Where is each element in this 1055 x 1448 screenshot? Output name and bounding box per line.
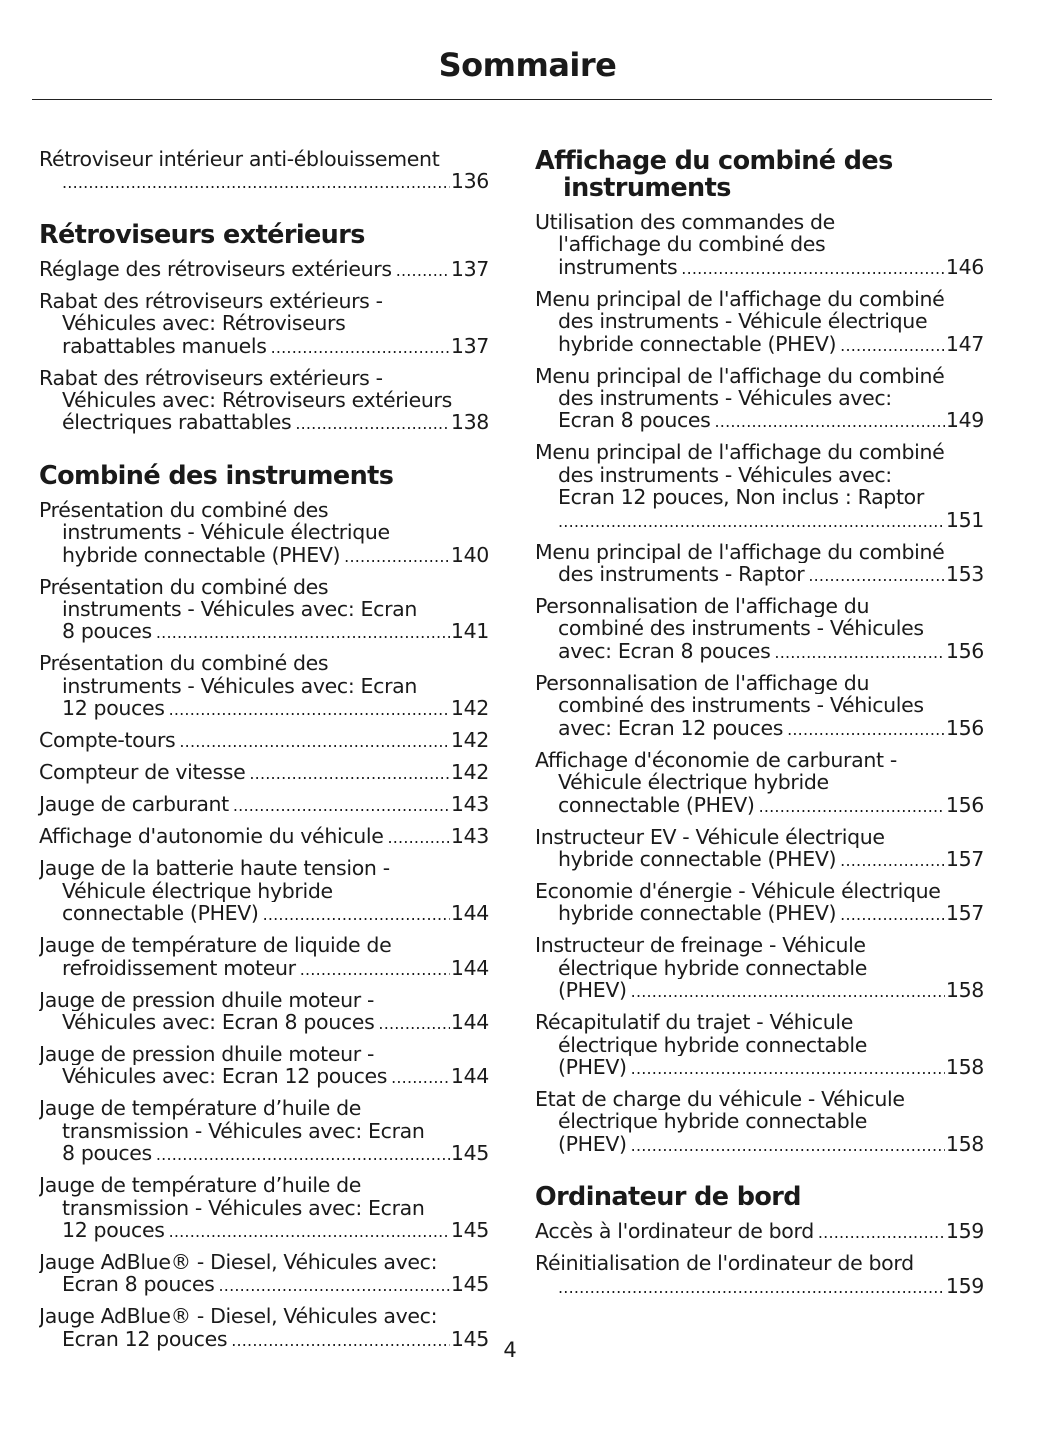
page-title: Sommaire bbox=[438, 46, 617, 84]
toc-entry-text: Rabat des rétroviseurs extérieurs - bbox=[39, 289, 383, 313]
toc-entry-text: Jauge de température d’huile de bbox=[39, 1174, 362, 1197]
section-heading-line: Affichage du combiné des bbox=[535, 146, 893, 176]
dot-leader bbox=[156, 622, 450, 644]
toc-entry[interactable] bbox=[39, 652, 489, 721]
toc-entry-text: Jauge de carburant bbox=[39, 792, 229, 817]
toc-entry-leader-line bbox=[39, 544, 489, 568]
toc-entry-text: instruments - Véhicules avec: Ecran bbox=[62, 598, 418, 621]
toc-entry-leader-line bbox=[535, 1133, 984, 1157]
toc-page-number[interactable]: 145 bbox=[450, 1141, 489, 1166]
toc-entry[interactable] bbox=[39, 1043, 489, 1090]
toc-entry-text: des instruments - Véhicules avec: bbox=[558, 387, 892, 410]
toc-entry[interactable] bbox=[535, 934, 984, 1003]
toc-section bbox=[39, 219, 489, 436]
toc-entry-leader-line bbox=[39, 170, 489, 194]
dot-leader bbox=[295, 413, 450, 435]
toc-page-number[interactable]: 157 bbox=[945, 901, 984, 926]
toc-entry[interactable] bbox=[39, 729, 489, 753]
toc-entry-leader-line bbox=[535, 409, 984, 433]
toc-entry-text: transmission - Véhicules avec: Ecran bbox=[62, 1196, 425, 1219]
toc-entry-text: Véhicules avec: Ecran 8 pouces bbox=[62, 1009, 375, 1034]
toc-entry-text: instruments - Véhicules avec: Ecran bbox=[62, 674, 418, 698]
toc-section bbox=[535, 1184, 984, 1299]
dot-leader bbox=[808, 565, 945, 587]
toc-entry-text: Présentation du combiné des bbox=[39, 498, 329, 522]
dot-leader bbox=[631, 1058, 945, 1080]
toc-entry[interactable] bbox=[535, 1011, 984, 1080]
toc-entry-text: Ecran 8 pouces bbox=[558, 408, 711, 433]
toc-entry-leader-line bbox=[39, 620, 489, 644]
toc-entry-text: Menu principal de l'affichage du combiné bbox=[535, 540, 945, 564]
toc-page-number[interactable]: 137 bbox=[450, 333, 489, 358]
toc-entry-text: transmission - Véhicules avec: Ecran bbox=[62, 1119, 425, 1143]
toc-entry[interactable] bbox=[535, 1088, 984, 1157]
dot-leader bbox=[840, 850, 945, 872]
toc-entry-text: Véhicule électrique hybride bbox=[558, 771, 829, 794]
toc-entry[interactable] bbox=[39, 1251, 489, 1298]
dot-leader bbox=[818, 1222, 945, 1244]
toc-entry-text: des instruments - Véhicules avec: bbox=[558, 463, 892, 487]
dot-leader bbox=[344, 546, 450, 568]
dot-leader bbox=[681, 258, 945, 280]
toc-entry-text: connectable (PHEV) bbox=[62, 901, 259, 926]
toc-entry-leader-line bbox=[39, 335, 489, 359]
toc-entry-text: Jauge de pression dhuile moteur - bbox=[39, 988, 375, 1011]
toc-entry-text: avec: Ecran 8 pouces bbox=[558, 638, 771, 663]
toc-entry-text: hybride connectable (PHEV) bbox=[558, 846, 837, 871]
toc-entry-leader-line bbox=[39, 1142, 489, 1166]
toc-entry-text: Utilisation des commandes de bbox=[535, 211, 835, 234]
toc-entry-text: (PHEV) bbox=[558, 978, 627, 1003]
toc-entry-text: des instruments - Raptor bbox=[558, 562, 805, 587]
toc-entry-text: Jauge de température de liquide de bbox=[39, 934, 392, 957]
toc-entry-text: Ecran 8 pouces bbox=[62, 1272, 215, 1297]
toc-entry-text: 12 pouces bbox=[62, 696, 165, 721]
dot-leader bbox=[387, 827, 449, 849]
title-divider bbox=[32, 99, 992, 100]
toc-entry-leader-line bbox=[39, 957, 489, 981]
toc-entry-text: Véhicules avec: Rétroviseurs bbox=[62, 312, 346, 335]
toc-entry[interactable] bbox=[39, 290, 489, 359]
toc-entry-text: Instructeur EV - Véhicule électrique bbox=[535, 825, 885, 848]
toc-page-number[interactable]: 146 bbox=[945, 254, 984, 279]
toc-entry[interactable] bbox=[39, 793, 489, 817]
section-heading bbox=[39, 460, 489, 491]
toc-entry-text: Véhicules avec: Ecran 12 pouces bbox=[62, 1064, 388, 1089]
dot-leader bbox=[715, 411, 945, 433]
toc-right-column bbox=[535, 148, 984, 1307]
toc-page-number[interactable]: 140 bbox=[450, 542, 489, 567]
toc-entry-leader-line bbox=[39, 1273, 489, 1297]
toc-entry-text: Récapitulatif du trajet - Véhicule bbox=[535, 1011, 853, 1034]
toc-entry-text: Réglage des rétroviseurs extérieurs bbox=[39, 256, 392, 281]
toc-entry-leader-line bbox=[535, 509, 984, 533]
dot-leader bbox=[787, 719, 945, 741]
toc-entry-text: refroidissement moteur bbox=[62, 955, 296, 980]
dot-leader bbox=[169, 1221, 450, 1243]
toc-entry[interactable] bbox=[535, 211, 984, 280]
toc-entry[interactable] bbox=[39, 258, 489, 282]
toc-entry-text: combiné des instruments - Véhicules bbox=[558, 694, 924, 717]
dot-leader bbox=[271, 337, 450, 359]
toc-entry-text: rabattables manuels bbox=[62, 333, 267, 358]
toc-entry[interactable] bbox=[39, 367, 489, 436]
toc-entry-leader-line bbox=[39, 761, 489, 785]
toc-entry-leader-line bbox=[535, 1220, 984, 1244]
toc-entry[interactable] bbox=[535, 1252, 984, 1299]
toc-entry[interactable] bbox=[535, 541, 984, 588]
toc-entry-leader-line bbox=[39, 411, 489, 435]
toc-entry-text: Présentation du combiné des bbox=[39, 652, 329, 675]
toc-entry-leader-line bbox=[39, 1011, 489, 1035]
toc-entry-text: Accès à l'ordinateur de bord bbox=[535, 1219, 814, 1244]
toc-entry[interactable] bbox=[39, 934, 489, 981]
toc-entry-text: Menu principal de l'affichage du combiné bbox=[535, 287, 945, 311]
toc-entry-text: Menu principal de l'affichage du combiné bbox=[535, 441, 945, 464]
toc-entry-text: 12 pouces bbox=[62, 1217, 165, 1242]
dot-leader bbox=[840, 335, 945, 357]
toc-entry[interactable] bbox=[535, 826, 984, 873]
section-heading-line: Ordinateur de bord bbox=[535, 1182, 801, 1213]
dot-leader bbox=[631, 981, 945, 1003]
toc-entry-leader-line bbox=[39, 729, 489, 753]
toc-section bbox=[535, 148, 984, 1157]
toc-entry-leader-line bbox=[39, 825, 489, 849]
toc-entry-leader-line bbox=[535, 563, 984, 587]
dot-leader bbox=[631, 1135, 945, 1157]
toc-page-number[interactable]: 149 bbox=[945, 408, 984, 433]
toc-entry-text: Jauge AdBlue® - Diesel, Véhicules avec: bbox=[39, 1250, 438, 1274]
toc-entry-text: électrique hybride connectable bbox=[558, 1110, 867, 1133]
dot-leader bbox=[300, 959, 450, 981]
toc-page-number[interactable]: 156 bbox=[945, 715, 984, 740]
toc-page-number[interactable]: 156 bbox=[945, 638, 984, 663]
toc-entry-text: l'affichage du combiné des bbox=[558, 233, 826, 256]
dot-leader bbox=[249, 763, 450, 785]
toc-entry-text: avec: Ecran 12 pouces bbox=[558, 715, 784, 740]
section-heading-line: Rétroviseurs extérieurs bbox=[39, 219, 365, 250]
toc-entry-text: Jauge de pression dhuile moteur - bbox=[39, 1042, 375, 1066]
toc-entry-leader-line bbox=[535, 717, 984, 741]
toc-page-number[interactable]: 145 bbox=[450, 1217, 489, 1242]
toc-entry[interactable] bbox=[39, 1097, 489, 1166]
toc-entry-leader-line bbox=[535, 979, 984, 1003]
toc-entry-leader-line bbox=[535, 1056, 984, 1080]
section-heading bbox=[535, 148, 984, 202]
toc-page-number[interactable]: 147 bbox=[945, 331, 984, 356]
toc-entry-text: Jauge de la batterie haute tension - bbox=[39, 857, 390, 880]
toc-page-number[interactable]: 151 bbox=[945, 507, 984, 532]
dot-leader bbox=[774, 642, 945, 664]
toc-entry-text: Personnalisation de l'affichage du bbox=[535, 671, 870, 695]
toc-page-number[interactable]: 144 bbox=[450, 1009, 489, 1034]
dot-leader bbox=[169, 699, 450, 721]
toc-entry-text: Instructeur de freinage - Véhicule bbox=[535, 934, 866, 957]
toc-entry[interactable] bbox=[535, 1220, 984, 1244]
toc-entry-text: connectable (PHEV) bbox=[558, 792, 755, 817]
toc-entry[interactable] bbox=[535, 441, 984, 533]
dot-leader bbox=[378, 1013, 450, 1035]
toc-entry-leader-line bbox=[39, 902, 489, 926]
toc-entry-leader-line bbox=[39, 1065, 489, 1089]
page-number: 4 bbox=[503, 1338, 517, 1362]
toc-entry-text: Jauge de température d’huile de bbox=[39, 1097, 362, 1120]
dot-leader bbox=[391, 1067, 450, 1089]
toc-page-number[interactable]: 144 bbox=[450, 1064, 489, 1089]
toc-page-number[interactable]: 142 bbox=[450, 728, 489, 753]
toc-page-number[interactable]: 159 bbox=[945, 1273, 984, 1298]
section-heading-line: Combiné des instruments bbox=[39, 460, 394, 491]
toc-page-number[interactable]: 145 bbox=[450, 1326, 489, 1351]
toc-entry-leader-line bbox=[535, 333, 984, 357]
toc-left-column bbox=[39, 148, 489, 1360]
toc-page-number[interactable]: 158 bbox=[945, 1131, 984, 1156]
toc-entry-leader-line bbox=[39, 697, 489, 721]
toc-page-number[interactable]: 158 bbox=[945, 978, 984, 1003]
dot-leader bbox=[396, 260, 450, 282]
toc-entry[interactable] bbox=[535, 288, 984, 357]
toc-entry-text: Affichage d'économie de carburant - bbox=[535, 748, 897, 772]
toc-entry-text: Véhicules avec: Rétroviseurs extérieurs bbox=[62, 389, 452, 412]
toc-entry[interactable] bbox=[535, 749, 984, 818]
toc-entry[interactable] bbox=[39, 989, 489, 1036]
toc-page-number[interactable]: 138 bbox=[450, 410, 489, 435]
dot-leader bbox=[156, 1144, 450, 1166]
toc-entry-leader-line bbox=[39, 793, 489, 817]
toc-page-number[interactable]: 144 bbox=[450, 955, 489, 980]
toc-entry-leader-line bbox=[535, 848, 984, 872]
dot-leader bbox=[219, 1275, 450, 1297]
toc-entry-text: Etat de charge du véhicule - Véhicule bbox=[535, 1087, 905, 1111]
toc-entry-text: (PHEV) bbox=[558, 1131, 627, 1156]
toc-entry-text: 8 pouces bbox=[62, 1141, 152, 1166]
toc-page-number[interactable]: 158 bbox=[945, 1054, 984, 1079]
toc-entry-text: électriques rabattables bbox=[62, 410, 292, 435]
toc-entry-text: électrique hybride connectable bbox=[558, 1033, 867, 1056]
toc-entry-text: instruments bbox=[558, 254, 678, 279]
toc-entry-leader-line bbox=[535, 256, 984, 280]
toc-entry[interactable] bbox=[39, 761, 489, 785]
dot-leader bbox=[558, 511, 945, 533]
toc-entry-text: hybride connectable (PHEV) bbox=[62, 542, 341, 567]
toc-page-number[interactable]: 143 bbox=[450, 824, 489, 849]
toc-page-number[interactable]: 145 bbox=[450, 1272, 489, 1297]
toc-entry[interactable] bbox=[39, 1174, 489, 1243]
dot-leader bbox=[233, 795, 450, 817]
toc-page-number[interactable]: 153 bbox=[945, 562, 984, 587]
toc-entry-leader-line bbox=[535, 902, 984, 926]
toc-entry-text: Menu principal de l'affichage du combiné bbox=[535, 364, 945, 388]
toc-page-number[interactable]: 142 bbox=[450, 696, 489, 721]
section-heading bbox=[535, 1184, 984, 1211]
toc-page-number[interactable]: 144 bbox=[450, 901, 489, 926]
toc-entry-text: Compte-tours bbox=[39, 728, 176, 753]
dot-leader bbox=[558, 1277, 945, 1299]
toc-entry-text: hybride connectable (PHEV) bbox=[558, 901, 837, 926]
toc-entry[interactable] bbox=[39, 825, 489, 849]
toc-page-number[interactable]: 156 bbox=[945, 792, 984, 817]
toc-entry-text: (PHEV) bbox=[558, 1054, 627, 1079]
toc-entry-text: Personnalisation de l'affichage du bbox=[535, 595, 870, 618]
dot-leader bbox=[62, 172, 450, 194]
toc-entry-text: Economie d'énergie - Véhicule électrique bbox=[535, 879, 941, 903]
toc-entry-text: des instruments - Véhicule électrique bbox=[558, 310, 928, 333]
toc-page-number[interactable]: 143 bbox=[450, 792, 489, 817]
toc-entry-leader-line bbox=[535, 1275, 984, 1299]
toc-entry-text: Présentation du combiné des bbox=[39, 575, 329, 599]
toc-entry[interactable] bbox=[39, 576, 489, 645]
toc-entry[interactable] bbox=[535, 880, 984, 927]
toc-page-number[interactable]: 142 bbox=[450, 760, 489, 785]
toc-page-number[interactable]: 141 bbox=[450, 619, 489, 644]
toc-entry[interactable] bbox=[535, 672, 984, 741]
toc-entry[interactable] bbox=[39, 148, 489, 195]
toc-entry[interactable] bbox=[535, 365, 984, 434]
dot-leader bbox=[263, 904, 450, 926]
dot-leader bbox=[759, 796, 945, 818]
toc-page-number[interactable]: 136 bbox=[450, 169, 489, 194]
toc-page-number[interactable]: 159 bbox=[945, 1219, 984, 1244]
toc-entry-text: instruments - Véhicule électrique bbox=[62, 521, 390, 544]
dot-leader bbox=[179, 731, 450, 753]
dot-leader bbox=[840, 904, 945, 926]
toc-entry-text: hybride connectable (PHEV) bbox=[558, 331, 837, 356]
toc-entry-leader-line bbox=[39, 258, 489, 282]
toc-entry-text: Affichage d'autonomie du véhicule bbox=[39, 824, 384, 849]
toc-entry-text: Rabat des rétroviseurs extérieurs - bbox=[39, 366, 383, 390]
toc-entry-text: Ecran 12 pouces, Non inclus : Raptor bbox=[558, 486, 924, 509]
toc-entry[interactable] bbox=[39, 857, 489, 926]
toc-entry-text: Véhicule électrique hybride bbox=[62, 879, 333, 903]
toc-section bbox=[39, 460, 489, 1352]
toc-entry-text: Ecran 12 pouces bbox=[62, 1326, 228, 1351]
toc-entry-text: Réinitialisation de l'ordinateur de bord bbox=[535, 1252, 914, 1275]
toc-entry[interactable] bbox=[535, 595, 984, 664]
toc-entry-text: 8 pouces bbox=[62, 619, 152, 644]
toc-entry-text: Jauge AdBlue® - Diesel, Véhicules avec: bbox=[39, 1305, 438, 1328]
toc-page-number[interactable]: 137 bbox=[450, 256, 489, 281]
toc-entry-text: Compteur de vitesse bbox=[39, 760, 246, 785]
toc-entry[interactable] bbox=[39, 499, 489, 568]
toc-section bbox=[39, 148, 489, 195]
toc-entry-leader-line bbox=[535, 640, 984, 664]
toc-page-number[interactable]: 157 bbox=[945, 846, 984, 871]
section-heading bbox=[39, 219, 489, 250]
toc-entry-text: combiné des instruments - Véhicules bbox=[558, 617, 924, 640]
toc-entry-leader-line bbox=[535, 794, 984, 818]
section-heading-line: instruments bbox=[563, 173, 731, 203]
toc-entry-leader-line bbox=[39, 1219, 489, 1243]
toc-entry-text: électrique hybride connectable bbox=[558, 956, 867, 980]
toc-entry-text: Rétroviseur intérieur anti-éblouissement bbox=[39, 148, 440, 171]
